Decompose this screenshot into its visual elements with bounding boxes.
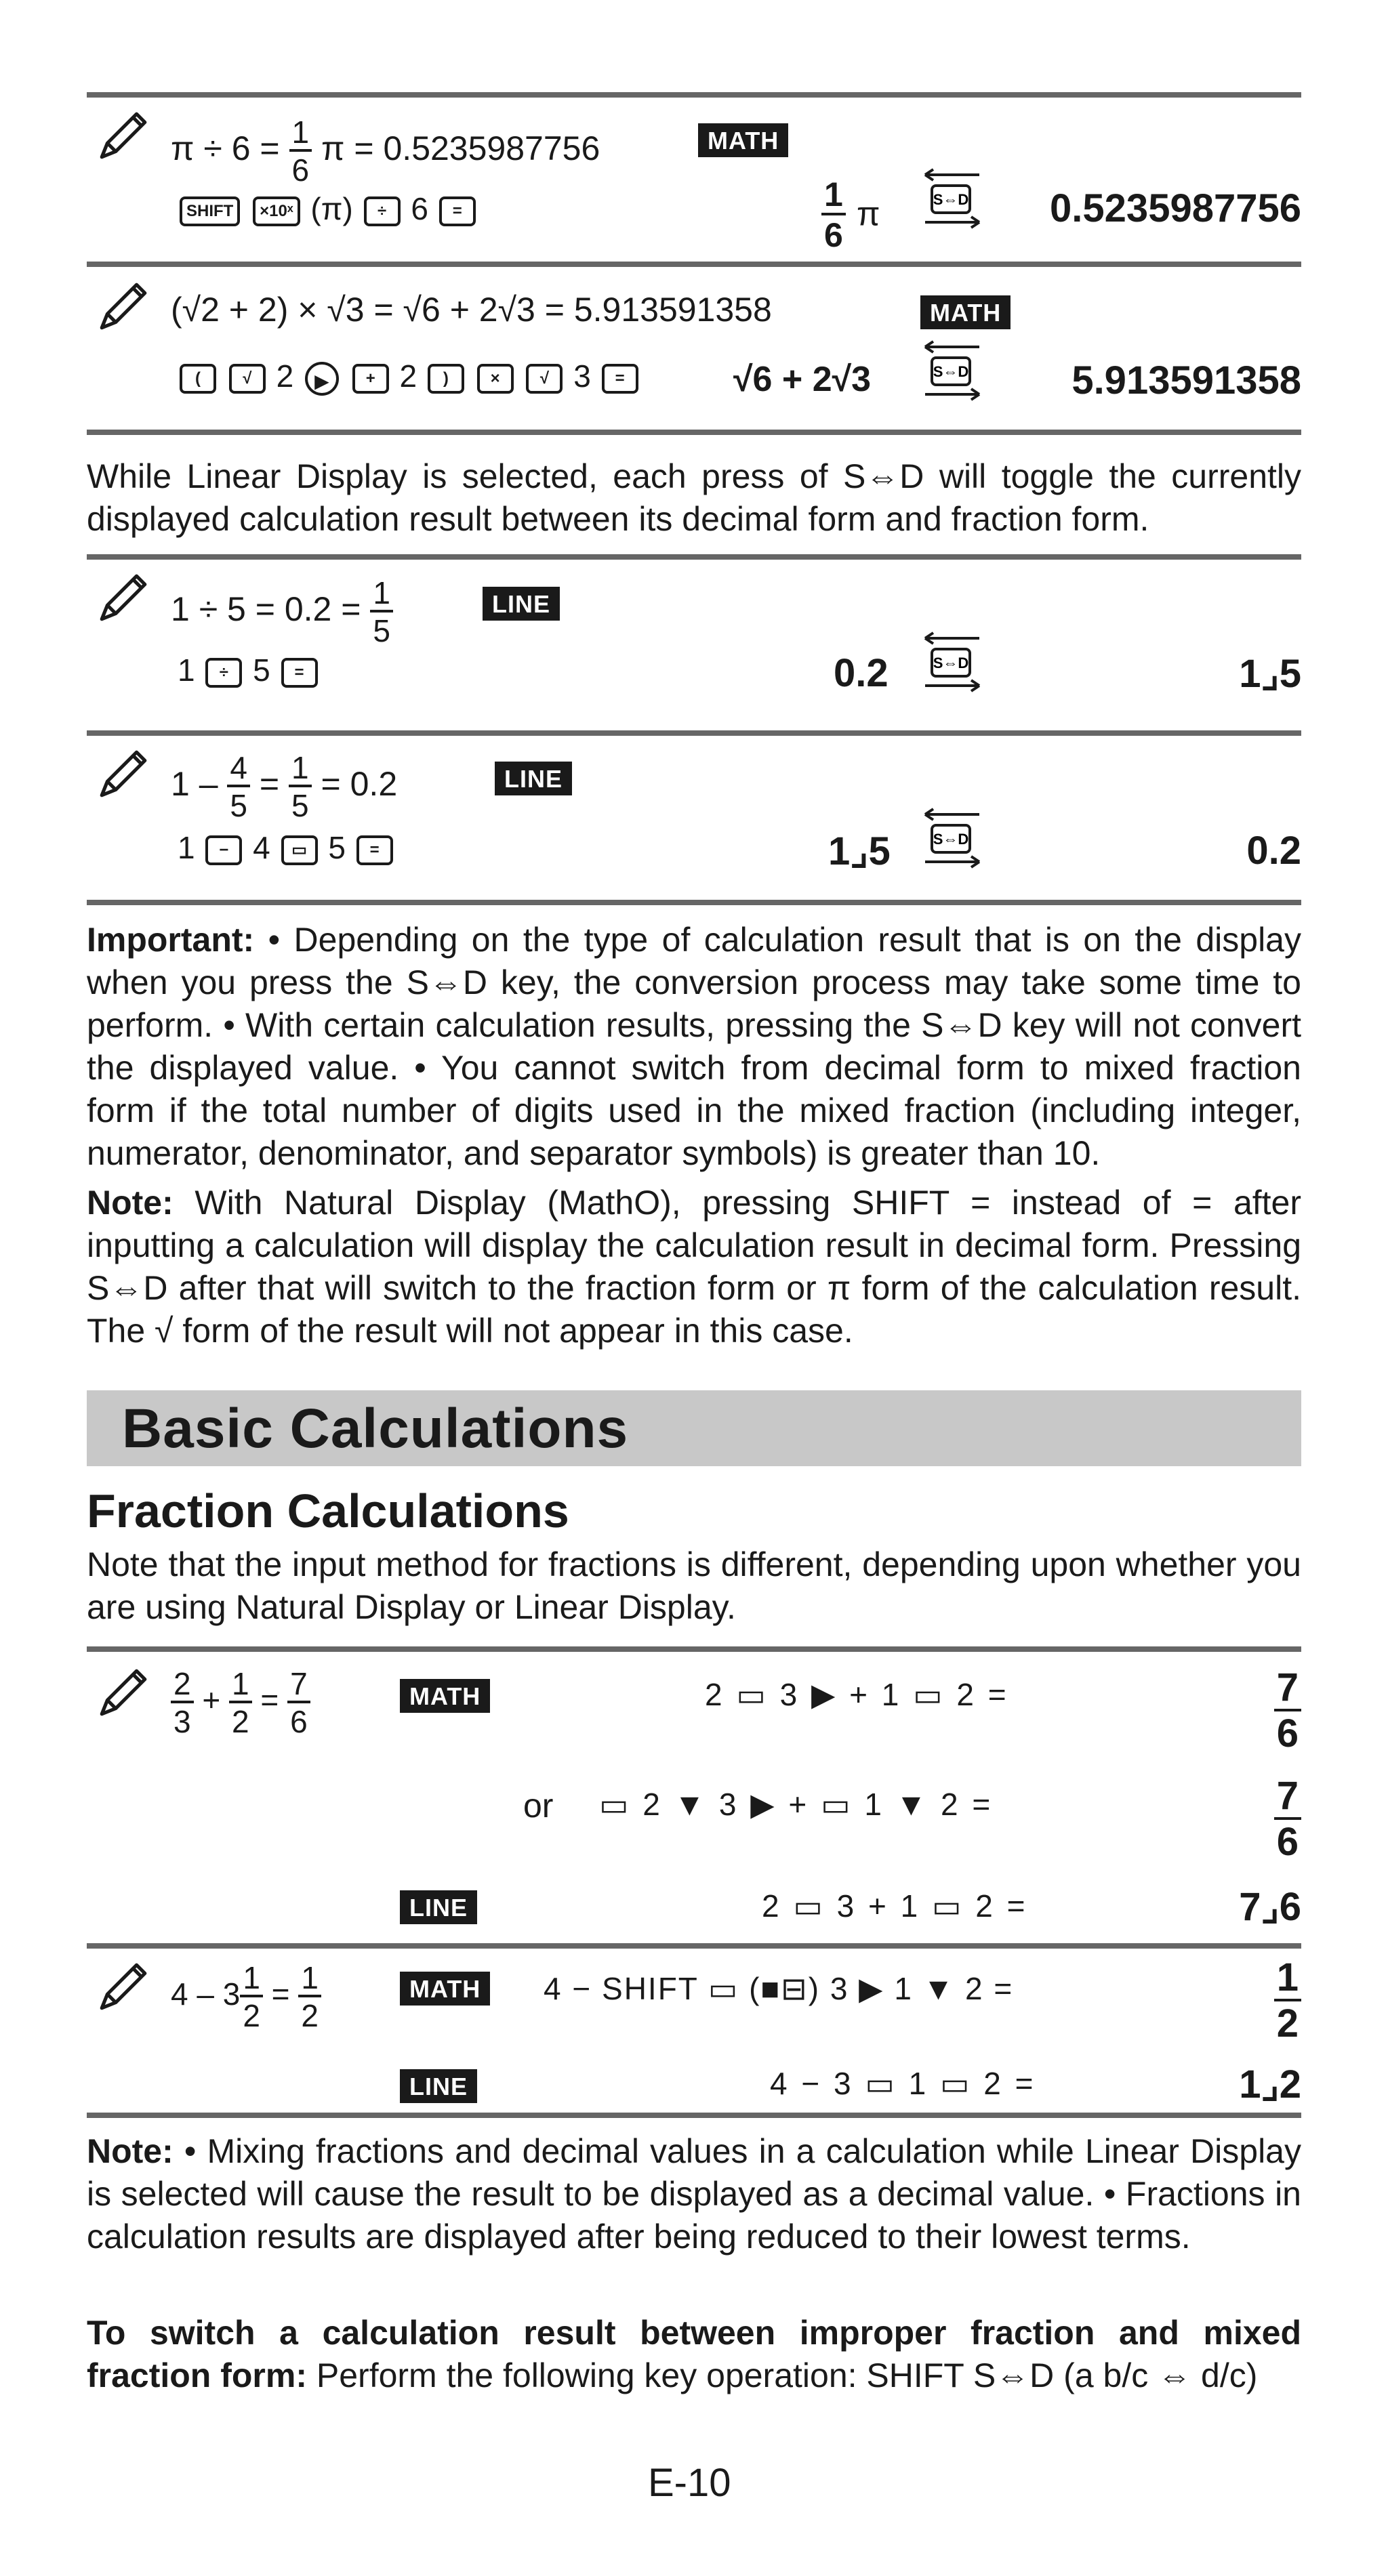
frac-example1-keys-math-b: ▭ 2 ▼ 3 ▶ + ▭ 1 ▼ 2 = (599, 1787, 994, 1822)
frac-example1-result-line: 7⌟6 (1239, 1885, 1301, 1929)
example2-result-surd: √6 + 2√3 (733, 360, 872, 399)
frac-example2-result: $\frac{1}{2}$ (1274, 1958, 1301, 2043)
minus-key[interactable]: − (205, 835, 242, 865)
switch-note-paragraph: To switch a calculation result between improper fraction and mixed fraction form: Perform the following key operation: SHIFT S⇔D (a b/c ⇔ d/c) (87, 2314, 1301, 2394)
example1-result-decimal: 0.5235987756 (1050, 186, 1301, 230)
linear-display-note: While Linear Display is selected, each press of S⇔D will toggle the currently displayed calculation result between its decimal form and fraction form. (87, 457, 1301, 538)
sd-toggle-icon (918, 167, 986, 234)
example2-expression: (√2 + 2) × √3 = √6 + 2√3 = 5.913591358 (171, 291, 772, 329)
divide-key[interactable]: ÷ (205, 658, 242, 688)
divide-key[interactable]: ÷ (364, 196, 401, 226)
pencil-icon (95, 108, 150, 164)
pencil-icon (95, 747, 150, 802)
section-title: Basic Calculations (122, 1398, 629, 1459)
line-badge: LINE (400, 1890, 477, 1924)
math-badge: MATH (698, 123, 788, 157)
equals-key[interactable]: = (602, 364, 638, 394)
example1-expression: π ÷ 6 = $\frac{1}{6}$ π = 0.5235987756 (171, 115, 600, 188)
example1-keys: SHIFT ×10ˣ (π) ÷ 6 = (178, 193, 478, 226)
svg-text:S⇔D: S⇔D (933, 831, 969, 848)
x10-key[interactable]: ×10ˣ (253, 196, 300, 226)
sd-toggle-icon (918, 339, 986, 407)
frac-example1-result: $\frac{7}{6}$ (1274, 1668, 1301, 1753)
example1-result-fraction: $\frac{1}{6}$ π (821, 178, 880, 252)
note2-paragraph: Note: • Mixing fractions and decimal values in a calculation while Linear Display is selected will cause the result to be displayed as a decimal value. • Fractions in calculation results are displayed after being reduced to their lowest terms. (87, 2132, 1301, 2256)
fraction-key[interactable]: ▭ (281, 835, 318, 865)
rule (87, 430, 1301, 435)
equals-key[interactable]: = (439, 196, 476, 226)
frac-example2-keys-math: 4 − SHIFT ▭ (■⊟) 3 ▶ 1 ▼ 2 = (544, 1971, 1014, 2006)
example3-keys: 1 ÷ 5 = (178, 655, 320, 688)
svg-text:S⇔D: S⇔D (933, 191, 969, 208)
example4-keys: 1 − 4 ▭ 5 = (178, 832, 395, 865)
fraction-intro: Note that the input method for fractions is different, depending upon whether you are using Natural Display or Linear Display. (87, 1545, 1301, 1626)
multiply-key[interactable]: × (477, 364, 514, 394)
line-badge: LINE (400, 2069, 477, 2103)
plus-key[interactable]: + (352, 364, 389, 394)
math-badge: MATH (400, 1972, 490, 2006)
right-arrow-key[interactable]: ▶ (305, 362, 339, 396)
frac-example2-result-line: 1⌟2 (1239, 2062, 1301, 2106)
sqrt-key[interactable]: √ (229, 364, 266, 394)
frac-example1-result-alt: $\frac{7}{6}$ (1274, 1777, 1301, 1862)
rule (87, 900, 1301, 905)
frac-example2-keys-line: 4 − 3 ▭ 1 ▭ 2 = (770, 2066, 1036, 2101)
line-badge: LINE (483, 587, 560, 621)
subsection-title: Fraction Calculations (87, 1484, 569, 1537)
equals-key[interactable]: = (356, 835, 393, 865)
rule (87, 730, 1301, 736)
sd-toggle-icon (918, 630, 986, 698)
open-paren-key[interactable]: ( (180, 364, 216, 394)
pencil-icon (95, 1665, 150, 1721)
example4-expression: 1 – $\frac{4}{5}$ = $\frac{1}{5}$ = 0.2 (171, 750, 398, 823)
example2-keys: ( √ 2 ▶ + 2 ) × √ 3 = (178, 360, 640, 396)
rule-top (87, 92, 1301, 98)
close-paren-key[interactable]: ) (428, 364, 464, 394)
rule (87, 1646, 1301, 1652)
equals-key[interactable]: = (281, 658, 318, 688)
rule (87, 1943, 1301, 1949)
example3-result-left: 0.2 (834, 651, 889, 695)
svg-text:S⇔D: S⇔D (933, 363, 969, 380)
sqrt-key[interactable]: √ (526, 364, 563, 394)
frac-example2-expression: 4 – 3 $\frac{1}{2}$ = $\frac{1}{2}$ (171, 1962, 321, 2031)
rule (87, 2113, 1301, 2118)
pencil-icon (95, 279, 150, 335)
frac-example1-keys-line: 2 ▭ 3 + 1 ▭ 2 = (762, 1888, 1028, 1924)
pencil-icon (95, 570, 150, 626)
note-paragraph: Note: With Natural Display (MathO), pressing SHIFT = instead of = after inputting a calculation will display the calculation result in decimal form. Pressing S⇔D after that will switch to the fraction form or π form of the calculation result. The √ form of the result will not appear in this case. (87, 1184, 1301, 1350)
shift-key[interactable]: SHIFT (180, 196, 240, 226)
frac-example1-expression: $\frac{2}{3}$ + $\frac{1}{2}$ = $\frac{7}{6}$ (171, 1668, 310, 1737)
math-badge: MATH (400, 1679, 490, 1713)
rule (87, 554, 1301, 560)
important-paragraph: Important: • Depending on the type of calculation result that is on the display when you press the S⇔D key, the conversion process may take some time to perform. • With certain calculation results, pressing the S⇔D key will not convert the displayed value. • You cannot switch from decimal form to mixed fraction form if the total number of digits used in the mixed fraction (including integer, numerator, denominator, and separator symbols) is greater than 10. (87, 921, 1301, 1172)
pencil-icon (95, 1959, 150, 2015)
example3-expression: 1 ÷ 5 = 0.2 = $\frac{1}{5}$ (171, 577, 393, 646)
or-label: or (523, 1787, 554, 1825)
math-badge: MATH (920, 295, 1011, 329)
example3-result-right: 1⌟5 (1239, 652, 1301, 696)
svg-text:S⇔D: S⇔D (933, 655, 969, 671)
frac-example1-keys-math-a: 2 ▭ 3 ▶ + 1 ▭ 2 = (705, 1677, 1009, 1712)
example4-result-right: 0.2 (1246, 829, 1301, 873)
rule (87, 262, 1301, 267)
line-badge: LINE (495, 762, 572, 795)
sd-toggle-icon (918, 806, 986, 874)
example2-result-decimal: 5.913591358 (1071, 358, 1301, 402)
example4-result-left: 1⌟5 (828, 829, 891, 873)
page-number: E-10 (648, 2461, 731, 2505)
